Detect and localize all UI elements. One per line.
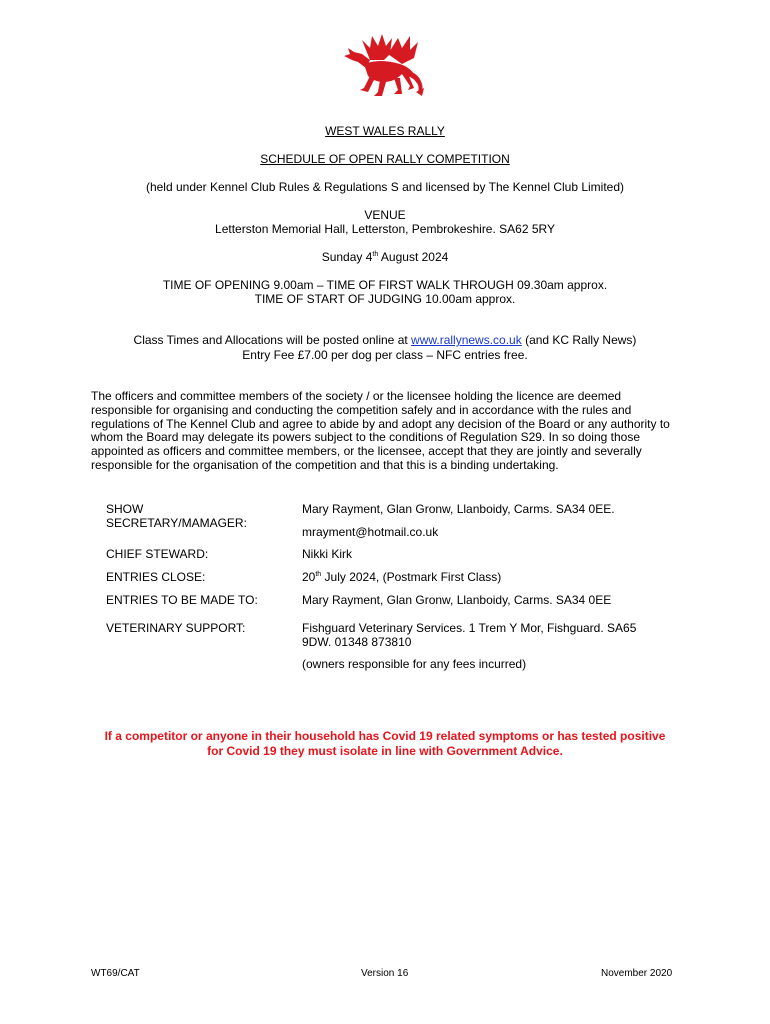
entries-close-rest: July 2024, (Postmark First Class) bbox=[321, 570, 502, 584]
entries-close-value bbox=[302, 570, 682, 584]
entries-close-label: ENTRIES CLOSE: bbox=[106, 570, 206, 584]
entries-to-label: ENTRIES TO BE MADE TO: bbox=[106, 593, 258, 607]
page-subtitle: SCHEDULE OF OPEN RALLY COMPETITION bbox=[260, 152, 510, 166]
times-line-2: TIME OF START OF JUDGING 10.00am approx. bbox=[254, 292, 516, 306]
class-times-line bbox=[0, 333, 770, 348]
entries-to-value: Mary Rayment, Glan Gronw, Llanboidy, Carms. SA34 0EE bbox=[302, 593, 612, 607]
page-title: WEST WALES RALLY bbox=[325, 124, 445, 138]
venue-heading: VENUE bbox=[364, 208, 406, 222]
footer-version: Version 16 bbox=[361, 968, 409, 979]
event-date bbox=[0, 250, 770, 265]
entries-close-ordinal: th bbox=[315, 571, 322, 578]
held-under-text: (held under Kennel Club Rules & Regulations S and licensed by The Kennel Club Limited) bbox=[145, 180, 625, 194]
officers-paragraph: The officers and committee members of the society / or the licensee holding the licence are deemed responsible for organising and conducting the competition safely and in accordance with the rules and regulations of The Kennel Club and agree to abide by and adopt any decision of the Board or any authority to whom the Board may delegate its powers subject to the conditions of Regulation S29. In so doing those appointed as officers and committee members, or the licensee, accept that they are jointly and severally responsible for the organisation of the competition and that this is a binding undertaking. bbox=[91, 389, 670, 472]
times-line-1: TIME OF OPENING 9.00am – TIME OF FIRST WALK THROUGH 09.30am approx. bbox=[162, 278, 608, 292]
entry-fee: Entry Fee £7.00 per dog per class – NFC entries free. bbox=[242, 348, 528, 362]
covid-warning-line-1: If a competitor or anyone in their household has Covid 19 related symptoms or has tested positive bbox=[104, 729, 666, 743]
event-date-prefix: Sunday 4 bbox=[321, 250, 373, 264]
show-secretary-label-2: SECRETARY/MAMAGER: bbox=[106, 516, 247, 530]
covid-warning-line-2: for Covid 19 they must isolate in line with Government Advice. bbox=[207, 744, 563, 758]
event-date-ordinal: th bbox=[372, 251, 379, 258]
vet-label: VETERINARY SUPPORT: bbox=[106, 621, 246, 635]
entries-close-day: 20 bbox=[302, 570, 316, 584]
chief-steward-label: CHIEF STEWARD: bbox=[106, 547, 209, 561]
covid-warning bbox=[80, 729, 690, 759]
vet-value-line-1: Fishguard Veterinary Services. 1 Trem Y Mor, Fishguard. SA65 bbox=[302, 621, 637, 635]
footer-date: November 2020 bbox=[601, 968, 673, 979]
show-secretary-label-1: SHOW bbox=[106, 502, 144, 516]
show-secretary-value: Mary Rayment, Glan Gronw, Llanboidy, Carms. SA34 0EE. bbox=[302, 502, 615, 516]
venue-address: Letterston Memorial Hall, Letterston, Pembrokeshire. SA62 5RY bbox=[215, 222, 555, 236]
class-times-after: (and KC Rally News) bbox=[521, 333, 637, 347]
class-times-text: Class Times and Allocations will be posted online at bbox=[133, 333, 412, 347]
event-date-rest: August 2024 bbox=[378, 250, 449, 264]
footer-code: WT69/CAT bbox=[91, 968, 140, 979]
vet-value-line-2: 9DW. 01348 873810 bbox=[302, 635, 412, 649]
rallynews-link[interactable]: www.rallynews.co.uk bbox=[411, 333, 522, 347]
welsh-dragon-icon bbox=[340, 30, 430, 100]
chief-steward-value: Nikki Kirk bbox=[302, 547, 352, 561]
vet-note: (owners responsible for any fees incurred) bbox=[302, 657, 527, 671]
show-secretary-email: mrayment@hotmail.co.uk bbox=[302, 525, 439, 539]
